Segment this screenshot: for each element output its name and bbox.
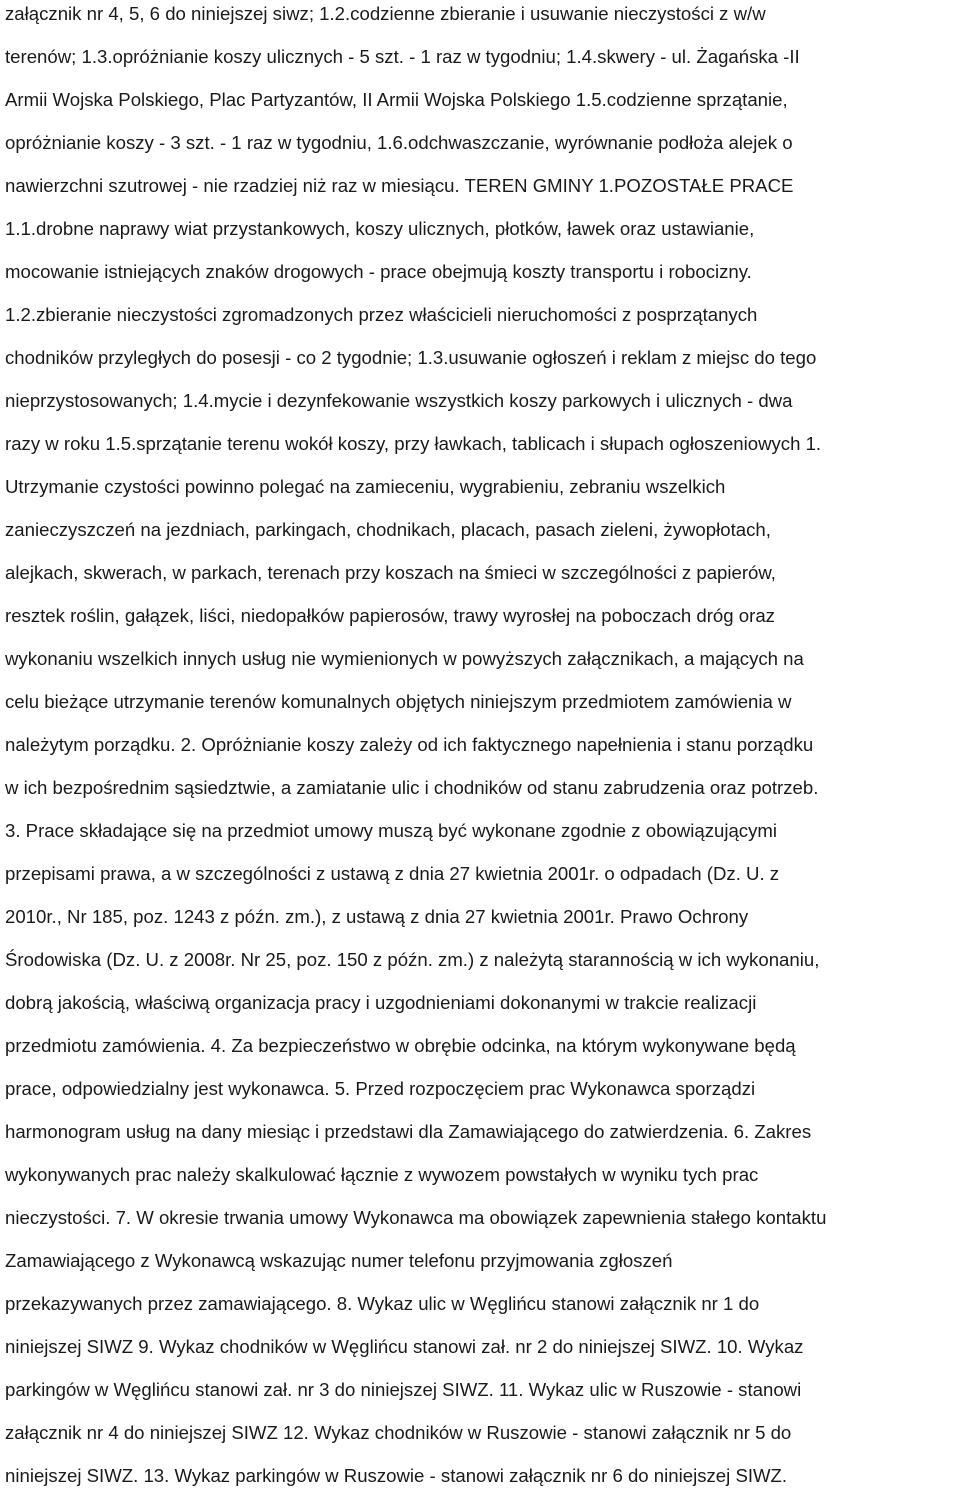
document-text-line: 2010r., Nr 185, poz. 1243 z późn. zm.), z ustawą z dnia 27 kwietnia 2001r. Prawo Ochrony: [5, 906, 749, 927]
document-text-line: wykonaniu wszelkich innych usług nie wymienionych w powyższych załącznikach, a mających na: [5, 648, 804, 669]
document-text-line: harmonogram usług na dany miesiąc i przedstawi dla Zamawiającego do zatwierdzenia. 6. Zakres: [5, 1121, 812, 1142]
document-text-line: alejkach, skwerach, w parkach, terenach przy koszach na śmieci w szczególności z papierów,: [5, 562, 776, 583]
document-text-line: przepisami prawa, a w szczególności z ustawą z dnia 27 kwietnia 2001r. o odpadach (Dz. U. z: [5, 863, 780, 884]
document-text-line: przedmiotu zamówienia. 4. Za bezpieczeństwo w obrębie odcinka, na którym wykonywane będą: [5, 1035, 796, 1056]
document-text-line: Armii Wojska Polskiego, Plac Partyzantów, II Armii Wojska Polskiego 1.5.codzienne sprzątanie,: [5, 89, 788, 110]
document-text-line: nawierzchni szutrowej - nie rzadziej niż raz w miesiącu. TEREN GMINY 1.POZOSTAŁE PRACE: [5, 175, 794, 196]
document-text-line: niniejszej SIWZ. 13. Wykaz parkingów w Ruszowie - stanowi załącznik nr 6 do niniejszej SIWZ.: [5, 1465, 788, 1486]
document-text-line: prace, odpowiedzialny jest wykonawca. 5. Przed rozpoczęciem prac Wykonawca sporządzi: [5, 1078, 756, 1099]
document-text-line: 1.1.drobne naprawy wiat przystankowych, koszy ulicznych, płotków, ławek oraz ustawianie,: [5, 218, 755, 239]
document-text-line: mocowanie istniejących znaków drogowych - prace obejmują koszty transportu i robocizny.: [5, 261, 752, 282]
document-text-line: zanieczyszczeń na jezdniach, parkingach, chodnikach, placach, pasach zieleni, żywopłotach,: [5, 519, 771, 540]
document-text-line: w ich bezpośrednim sąsiedztwie, a zamiatanie ulic i chodników od stanu zabrudzenia oraz potrzeb.: [5, 777, 819, 798]
document-text-line: nieczystości. 7. W okresie trwania umowy Wykonawca ma obowiązek zapewnienia stałego kontaktu: [5, 1207, 827, 1228]
document-text-line: opróżnianie koszy - 3 szt. - 1 raz w tygodniu, 1.6.odchwaszczanie, wyrównanie podłoża alejek o: [5, 132, 793, 153]
document-text-line: 1.2.zbieranie nieczystości zgromadzonych przez właścicieli nieruchomości z posprzątanych: [5, 304, 758, 325]
document-text-line: Utrzymanie czystości powinno polegać na zamieceniu, wygrabieniu, zebraniu wszelkich: [5, 476, 726, 497]
document-text-line: niniejszej SIWZ 9. Wykaz chodników w Węglińcu stanowi zał. nr 2 do niniejszej SIWZ. 10. Wykaz: [5, 1336, 804, 1357]
document-text-line: celu bieżące utrzymanie terenów komunalnych objętych niniejszym przedmiotem zamówienia w: [5, 691, 792, 712]
document-text-line: terenów; 1.3.opróżnianie koszy ulicznych - 5 szt. - 1 raz w tygodniu; 1.4.skwery - ul. Żagańska -II: [5, 46, 800, 67]
document-text-line: załącznik nr 4, 5, 6 do niniejszej siwz; 1.2.codzienne zbieranie i usuwanie nieczystości z w/w: [5, 3, 766, 24]
document-text-line: Środowiska (Dz. U. z 2008r. Nr 25, poz. 150 z późn. zm.) z należytą starannością w ich wykonaniu,: [5, 949, 820, 970]
document-text-line: przekazywanych przez zamawiającego. 8. Wykaz ulic w Węglińcu stanowi załącznik nr 1 do: [5, 1293, 760, 1314]
document-text-line: dobrą jakością, właściwą organizacja pracy i uzgodnieniami dokonanymi w trakcie realizacji: [5, 992, 757, 1013]
document-text-line: Zamawiającego z Wykonawcą wskazując numer telefonu przyjmowania zgłoszeń: [5, 1250, 673, 1271]
document-text-line: razy w roku 1.5.sprzątanie terenu wokół koszy, przy ławkach, tablicach i słupach ogłoszeniowych 1.: [5, 433, 822, 454]
document-text-line: nieprzystosowanych; 1.4.mycie i dezynfekowanie wszystkich koszy parkowych i ulicznych - dwa: [5, 390, 793, 411]
document-text-line: wykonywanych prac należy skalkulować łącznie z wywozem powstałych w wyniku tych prac: [5, 1164, 759, 1185]
document-text-line: załącznik nr 4 do niniejszej SIWZ 12. Wykaz chodników w Ruszowie - stanowi załącznik nr 5 do: [5, 1422, 792, 1443]
document-text-line: chodników przyległych do posesji - co 2 tygodnie; 1.3.usuwanie ogłoszeń i reklam z miejsc do tego: [5, 347, 817, 368]
document-text-line: resztek roślin, gałązek, liści, niedopałków papierosów, trawy wyrosłej na poboczach dróg oraz: [5, 605, 775, 626]
document-text-line: należytym porządku. 2. Opróżnianie koszy zależy od ich faktycznego napełnienia i stanu porządku: [5, 734, 814, 755]
document-text-line: parkingów w Węglińcu stanowi zał. nr 3 do niniejszej SIWZ. 11. Wykaz ulic w Ruszowie - stanowi: [5, 1379, 802, 1400]
document-text-line: 3. Prace składające się na przedmiot umowy muszą być wykonane zgodnie z obowiązującymi: [5, 820, 778, 841]
